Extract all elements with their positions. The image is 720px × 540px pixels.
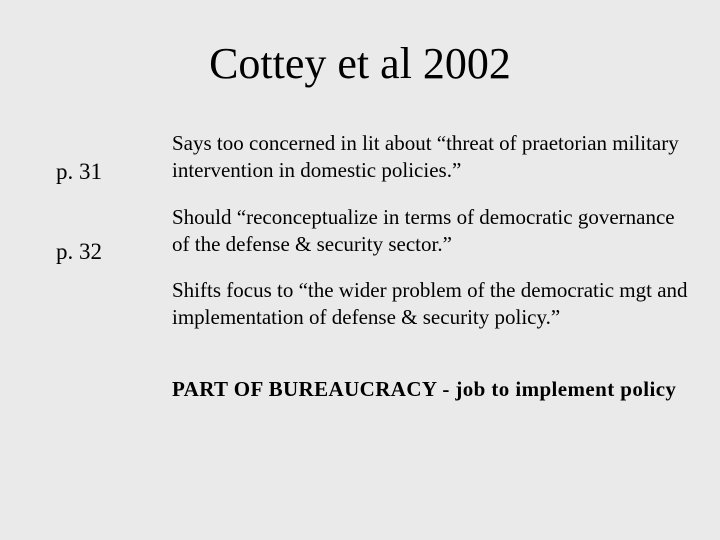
paragraph-reconceptualize: Should “reconceptualize in terms of democratic governance of the defense & security sector.” (172, 205, 675, 256)
paragraph-bureaucracy: PART OF BUREAUCRACY - job to implement policy (172, 377, 677, 401)
paragraph-shifts-focus: Shifts focus to “the wider problem of the democratic mgt and implementation of defense & security policy.” (172, 278, 688, 329)
page-reference-p32: p. 32 (56, 239, 102, 264)
page-reference-p31: p. 31 (56, 159, 102, 184)
slide-title: Cottey et al 2002 (209, 39, 511, 88)
paragraph-praetorian-intervention: Says too concerned in lit about “threat of praetorian military intervention in domestic policies.” (172, 131, 679, 182)
